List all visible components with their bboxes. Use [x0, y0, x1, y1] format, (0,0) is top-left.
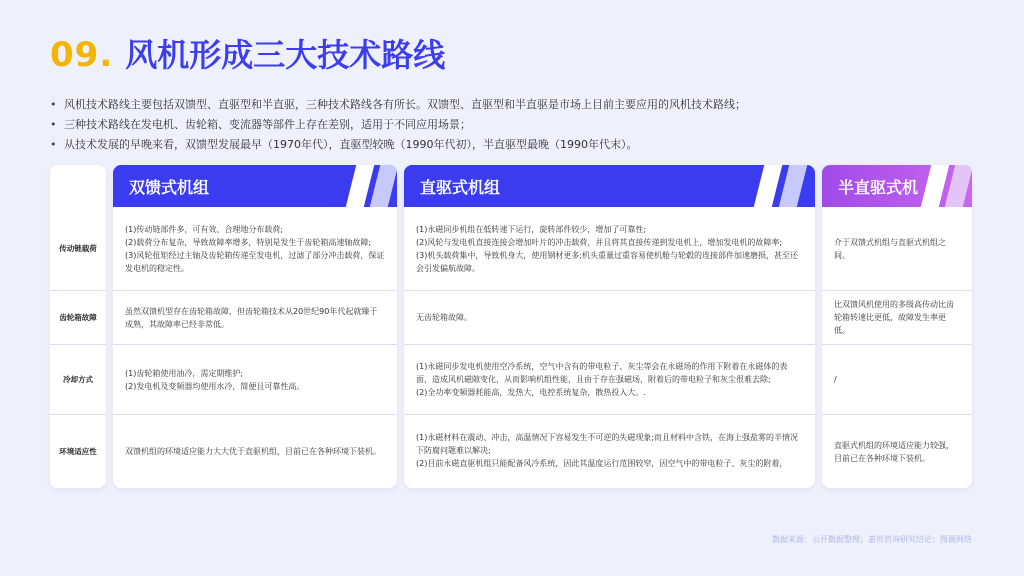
table-cell: /	[822, 345, 972, 415]
bullet-item: • 从技术发展的早晚来看，双馈型发展最早（1970年代），直驱型较晚（1990年代初），半直驱型最晚（1990年代末）。	[50, 135, 990, 155]
data-source-note: 数据来源：公开数据整理；嘉世咨询研究结论；图源网络	[772, 535, 972, 544]
column-semi-direct-drive	[822, 165, 972, 488]
column-header	[404, 165, 815, 207]
bullet-item: • 三种技术路线在发电机、齿轮箱、变流器等部件上存在差别，适用于不同应用场景；	[50, 115, 990, 135]
header-stripe-decoration	[370, 165, 397, 207]
column-direct-drive	[404, 165, 815, 488]
row-label: 冷却方式	[50, 345, 106, 415]
page-title	[50, 30, 445, 76]
table-cell: 比双馈风机使用的多级高传动比齿轮箱转速比更低，故障发生率更低。	[822, 291, 972, 345]
table-cell: (1)齿轮箱使用油冷，需定期维护; (2)发电机及变频器均使用水冷，简便且可靠性高。	[113, 345, 397, 415]
header-stripe-decoration	[346, 165, 374, 207]
table-cell: 直驱式机组的环境适应能力较强，目前已在各种环境下装机。	[834, 440, 954, 463]
row-label: 齿轮箱故障	[50, 291, 106, 345]
title-number: 09.	[50, 35, 114, 75]
table-cell: (1)传动链部件多，可有效、合理地分布载荷; (2)载荷分布复杂，导致故障率增多，特别是发生于齿轮箱高速轴故障; (3)风轮扭矩经过主轴及齿轮箱传递至发电机，过滤了部分冲击载荷，保证发电机的稳定性。	[113, 207, 397, 291]
row-label-column	[50, 165, 106, 488]
table-cell: (1)永磁同步发电机使用空冷系统，空气中含有的带电粒子、灰尘等会在永磁场的作用下附着在永磁体的表面，造成风机磁隙变化，从而影响机组性能，且由于存在强磁场，附着后的带电粒子和灰尘很难去除; (2)全功率变频器耗能高，发热大，电控系统复杂，散热投入大。.	[404, 345, 815, 415]
bullet-list	[50, 95, 990, 155]
table-cell: (1)永磁同步机组在低转速下运行，旋转部件较少，增加了可靠性; (2)风轮与发电机直接连接会增加叶片的冲击载荷，并且将其直接传递到发电机上，增加发电机的故障率; (3)机头载荷集中，导致机身大，使用钢材更多;机头重量过重容易使机舱与轮毂的连接部件加速磨损，甚至还会引发偏航故障。	[404, 207, 815, 291]
column-header-label: 直驱式机组	[420, 177, 501, 197]
header-stripe-decoration	[921, 165, 949, 207]
title-text: 风机形成三大技术路线	[125, 36, 446, 74]
header-stripe-decoration	[945, 165, 972, 207]
row-label: 传动链载荷	[50, 207, 106, 291]
column-header-label: 半直驱式机	[838, 177, 919, 197]
column-header-label: 双馈式机组	[129, 177, 210, 197]
column-header	[113, 165, 397, 207]
table-cell: (1)永磁材料在震动、冲击，高温情况下容易发生不可逆的失磁现象;而且材料中含铁，在海上强盐雾的半情况下防腐问题难以解决; (2)目前永磁直驱机组只能配备风冷系统，因此其温度运行范围较窄，因空气中的带电粒子、灰尘的附着，	[416, 433, 799, 468]
header-stripe-decoration	[754, 165, 782, 207]
table-cell: 无齿轮箱故障。	[404, 291, 815, 345]
table-cell: 介于双馈式机组与直驱式机组之间。	[822, 207, 972, 291]
column-doubly-fed	[113, 165, 397, 488]
header-stripe-decoration	[779, 165, 807, 207]
table-cell: 双馈机组的环境适应能力大大优于直驱机组，目前已在各种环境下装机。	[125, 447, 381, 456]
column-header	[822, 165, 972, 207]
table-cell: 虽然双馈机型存在齿轮箱故障，但齿轮箱技术从20世纪90年代起就臻于成熟，其故障率已经非常低。	[113, 291, 397, 345]
bullet-item: • 风机技术路线主要包括双馈型、直驱型和半直驱，三种技术路线各有所长。双馈型、直驱型和半直驱是市场上目前主要应用的风机技术路线；	[50, 95, 990, 115]
row-label: 环境适应性	[59, 447, 97, 456]
